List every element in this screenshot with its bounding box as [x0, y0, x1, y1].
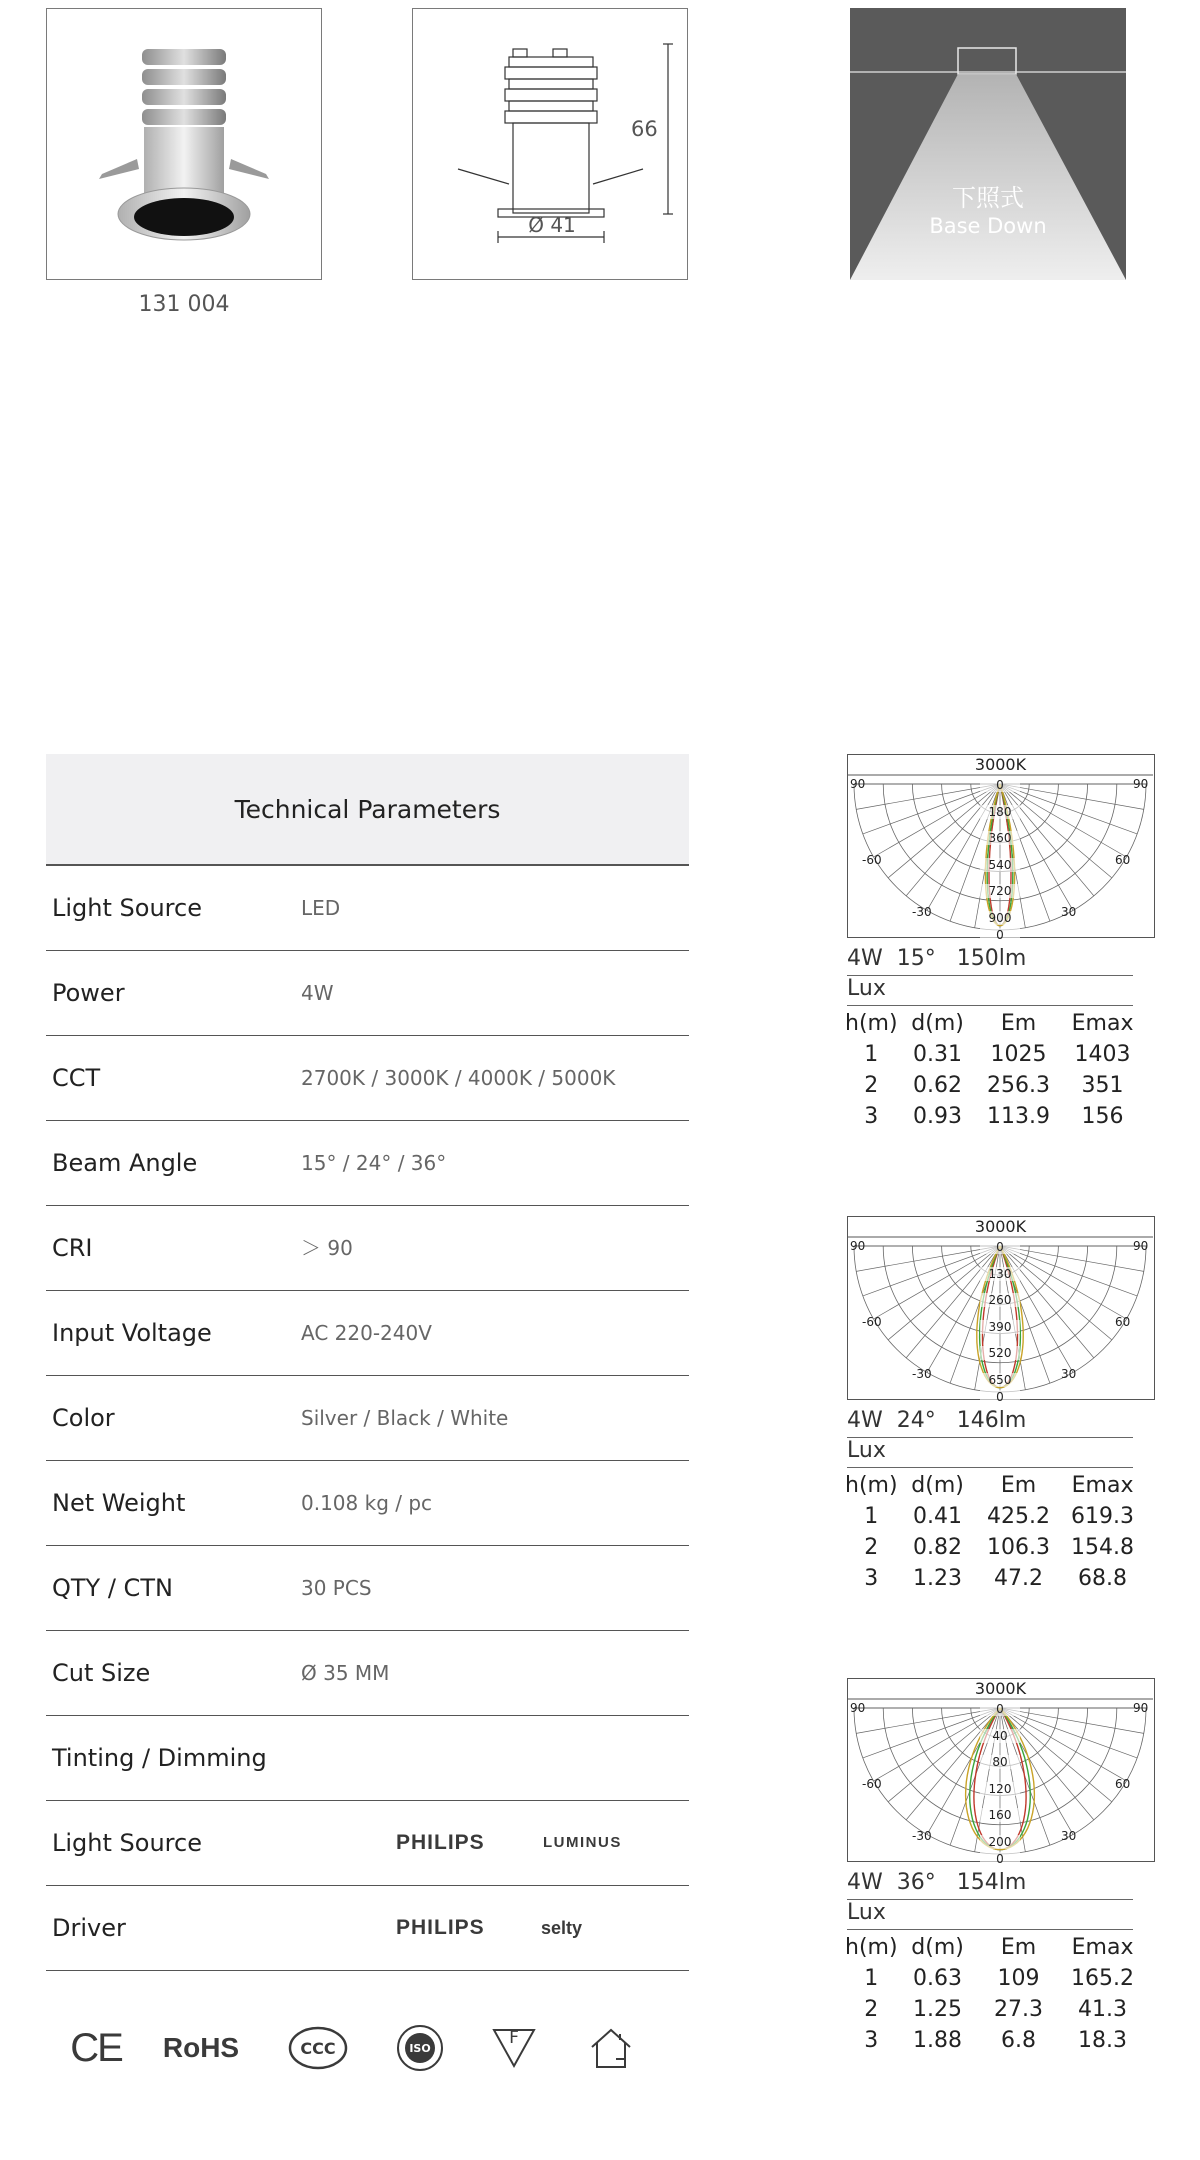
table-row: [845, 1532, 1146, 1563]
column-header: Emax: [1071, 1935, 1134, 1960]
philips-logo: PHILIPS: [396, 1831, 485, 1854]
angle-label: 90: [850, 1239, 866, 1253]
radial-tick-label: 520: [980, 1346, 1020, 1360]
parameter-value: 15° / 24° / 36°: [301, 1151, 447, 1175]
angle-label: 60: [1115, 853, 1131, 867]
divider: [847, 975, 1133, 976]
brand-row: [46, 1801, 689, 1886]
polar-chart: [847, 1216, 1155, 1404]
radial-tick-label: 120: [980, 1782, 1020, 1796]
ce-mark-icon: CE: [70, 2025, 122, 2070]
divider: [847, 1899, 1133, 1900]
column-header: Em: [1000, 1935, 1037, 1960]
radial-tick-label: 0: [980, 1702, 1020, 1716]
table-row: [845, 1101, 1146, 1132]
table-cell: 6.8: [1001, 2028, 1037, 2053]
radial-tick-label: 40: [980, 1729, 1020, 1743]
brand-row-key: Driver: [52, 1914, 126, 1942]
angle-label: -30: [912, 1829, 932, 1843]
beam-spec: 4W 36° 154lm: [847, 1870, 1027, 1895]
angle-label: 60: [1115, 1315, 1131, 1329]
table-row: [845, 1963, 1146, 1994]
column-header: h(m): [845, 1473, 898, 1498]
column-header: Em: [1000, 1011, 1037, 1036]
radial-tick-label: 720: [980, 884, 1020, 898]
table-cell: 18.3: [1078, 2028, 1128, 2053]
angle-label: -30: [912, 905, 932, 919]
table-cell: 106.3: [987, 1535, 1051, 1560]
parameter-row: [46, 1036, 689, 1121]
table-cell: 1: [864, 1504, 879, 1529]
parameter-row: [46, 1376, 689, 1461]
table-cell: 2: [864, 1073, 879, 1098]
column-header: Emax: [1071, 1011, 1134, 1036]
parameters-title: Technical Parameters: [46, 754, 689, 866]
dimension-drawing: [413, 9, 686, 278]
height-dimension-label: 66: [631, 117, 658, 141]
parameter-value: 4W: [301, 981, 334, 1005]
table-row: [845, 1994, 1146, 2025]
illuminance-table: [845, 1008, 1146, 1132]
parameter-key: Color: [52, 1404, 115, 1432]
radial-tick-label: 180: [980, 805, 1020, 819]
table-cell: 68.8: [1078, 1566, 1128, 1591]
selty-logo: selty: [541, 1918, 583, 1938]
table-cell: 3: [864, 1566, 879, 1591]
polar-chart: [847, 1678, 1155, 1866]
column-header: Emax: [1071, 1473, 1134, 1498]
column-header: d(m): [911, 1935, 964, 1960]
table-header-row: [845, 1932, 1146, 1963]
radial-tick-label: 130: [980, 1267, 1020, 1281]
ccc-mark-icon: CCC: [287, 2020, 349, 2076]
table-cell: 1.23: [913, 1566, 963, 1591]
table-cell: 1: [864, 1966, 879, 1991]
table-row: [845, 1070, 1146, 1101]
radial-tick-label: 260: [980, 1293, 1020, 1307]
dimension-drawing-frame: [412, 8, 688, 280]
table-cell: 0.62: [913, 1073, 963, 1098]
parameter-key: QTY / CTN: [52, 1574, 173, 1602]
parameter-key: Net Weight: [52, 1489, 186, 1517]
parameter-value: AC 220-240V: [301, 1321, 432, 1345]
radial-tick-label: 160: [980, 1808, 1020, 1822]
unit-label: Lux: [847, 1438, 886, 1463]
table-row: [845, 1501, 1146, 1532]
angle-label: 90: [1133, 1701, 1149, 1715]
mount-type-en: Base Down: [929, 214, 1047, 238]
table-cell: 0.41: [913, 1504, 963, 1529]
column-header: d(m): [911, 1011, 964, 1036]
column-header: Em: [1000, 1473, 1037, 1498]
radial-tick-label: 0: [980, 928, 1020, 942]
f-mark-icon: F: [490, 2020, 538, 2076]
beam-spec: 4W 24° 146lm: [847, 1408, 1027, 1433]
parameter-value: 2700K / 3000K / 4000K / 5000K: [301, 1066, 616, 1090]
table-cell: 351: [1081, 1073, 1124, 1098]
table-row: [845, 1563, 1146, 1594]
table-header-row: [845, 1008, 1146, 1039]
angle-label: 90: [1133, 777, 1149, 791]
table-cell: 425.2: [987, 1504, 1051, 1529]
cct-label: 3000K: [974, 1217, 1027, 1236]
divider: [847, 1437, 1133, 1438]
table-cell: 41.3: [1078, 1997, 1128, 2022]
parameter-row: [46, 1206, 689, 1291]
radial-tick-label: 360: [980, 831, 1020, 845]
table-cell: 1.88: [913, 2028, 963, 2053]
cct-label: 3000K: [974, 1679, 1027, 1698]
table-cell: 113.9: [987, 1104, 1051, 1129]
table-cell: 256.3: [987, 1073, 1051, 1098]
table-cell: 1: [864, 1042, 879, 1067]
angle-label: -60: [862, 853, 882, 867]
radial-tick-label: 0: [980, 1240, 1020, 1254]
parameter-row: [46, 1121, 689, 1206]
table-cell: 3: [864, 2028, 879, 2053]
parameter-value: Ø 35 MM: [301, 1661, 390, 1685]
parameter-row: [46, 1291, 689, 1376]
parameter-key: Power: [52, 979, 125, 1007]
illuminance-table: [845, 1932, 1146, 2056]
angle-label: 30: [1061, 905, 1077, 919]
parameter-row: [46, 866, 689, 951]
rohs-mark-icon: RoHS: [162, 2032, 240, 2063]
table-cell: 1403: [1074, 1042, 1131, 1067]
angle-label: 60: [1115, 1777, 1131, 1791]
parameter-row: [46, 1546, 689, 1631]
parameter-key: Tinting / Dimming: [52, 1744, 267, 1772]
iso-mark-icon: ISO: [395, 2020, 445, 2076]
mount-type-cn: 下照式: [952, 184, 1024, 212]
table-cell: 1025: [990, 1042, 1047, 1067]
radial-tick-label: 0: [980, 1852, 1020, 1866]
angle-label: -60: [862, 1777, 882, 1791]
table-cell: 1.25: [913, 1997, 963, 2022]
parameter-row: [46, 1461, 689, 1546]
divider: [847, 1467, 1133, 1468]
parameter-key: Light Source: [52, 894, 202, 922]
table-cell: 0.82: [913, 1535, 963, 1560]
beam-spec: 4W 15° 150lm: [847, 946, 1027, 971]
table-cell: 2: [864, 1997, 879, 2022]
mount-type-illustration: [850, 8, 1126, 280]
radial-tick-label: 390: [980, 1320, 1020, 1334]
parameter-row: [46, 1716, 689, 1801]
parameter-value: ＞ 90: [301, 1236, 353, 1260]
parameter-row: [46, 951, 689, 1036]
table-cell: 27.3: [994, 1997, 1044, 2022]
table-cell: 3: [864, 1104, 879, 1129]
radial-tick-label: 0: [980, 1390, 1020, 1404]
philips-logo: PHILIPS: [396, 1916, 485, 1939]
table-cell: 0.93: [913, 1104, 963, 1129]
radial-tick-label: 540: [980, 858, 1020, 872]
unit-label: Lux: [847, 1900, 886, 1925]
table-cell: 109: [997, 1966, 1040, 1991]
house-mark-icon: [586, 2020, 636, 2076]
angle-label: 90: [850, 777, 866, 791]
illuminance-table: [845, 1470, 1146, 1594]
divider: [847, 1929, 1133, 1930]
radial-tick-label: 200: [980, 1835, 1020, 1849]
table-row: [845, 1039, 1146, 1070]
parameter-key: Input Voltage: [52, 1319, 212, 1347]
brand-row: [46, 1886, 689, 1971]
radial-tick-label: 80: [980, 1755, 1020, 1769]
table-cell: 0.31: [913, 1042, 963, 1067]
product-photo-frame: [46, 8, 322, 280]
parameter-value: LED: [301, 896, 341, 920]
table-row: [845, 2025, 1146, 2056]
brand-row-key: Light Source: [52, 1829, 202, 1857]
parameter-key: CCT: [52, 1064, 101, 1092]
parameter-key: CRI: [52, 1234, 93, 1262]
parameter-value: Silver / Black / White: [301, 1406, 509, 1430]
radial-tick-label: 900: [980, 911, 1020, 925]
table-cell: 156: [1081, 1104, 1124, 1129]
parameter-value: 30 PCS: [301, 1576, 372, 1600]
parameter-key: Cut Size: [52, 1659, 151, 1687]
parameter-key: Beam Angle: [52, 1149, 198, 1177]
angle-label: -60: [862, 1315, 882, 1329]
angle-label: -30: [912, 1367, 932, 1381]
parameter-row: [46, 1631, 689, 1716]
table-cell: 154.8: [1071, 1535, 1135, 1560]
angle-label: 30: [1061, 1829, 1077, 1843]
table-cell: 619.3: [1071, 1504, 1135, 1529]
product-code: 131 004: [138, 292, 230, 317]
unit-label: Lux: [847, 976, 886, 1001]
column-header: h(m): [845, 1935, 898, 1960]
cct-label: 3000K: [974, 755, 1027, 774]
radial-tick-label: 0: [980, 778, 1020, 792]
table-cell: 0.63: [913, 1966, 963, 1991]
table-cell: 165.2: [1071, 1966, 1135, 1991]
luminus-logo: LUMINUS: [543, 1834, 622, 1851]
column-header: d(m): [911, 1473, 964, 1498]
parameter-value: 0.108 kg / pc: [301, 1491, 433, 1515]
table-header-row: [845, 1470, 1146, 1501]
table-cell: 2: [864, 1535, 879, 1560]
angle-label: 90: [850, 1701, 866, 1715]
radial-tick-label: 650: [980, 1373, 1020, 1387]
downlight-product-image: [47, 9, 320, 278]
polar-chart: [847, 754, 1155, 942]
angle-label: 90: [1133, 1239, 1149, 1253]
column-header: h(m): [845, 1011, 898, 1036]
angle-label: 30: [1061, 1367, 1077, 1381]
diameter-dimension-label: Ø 41: [528, 213, 576, 237]
table-cell: 47.2: [994, 1566, 1044, 1591]
divider: [847, 1005, 1133, 1006]
